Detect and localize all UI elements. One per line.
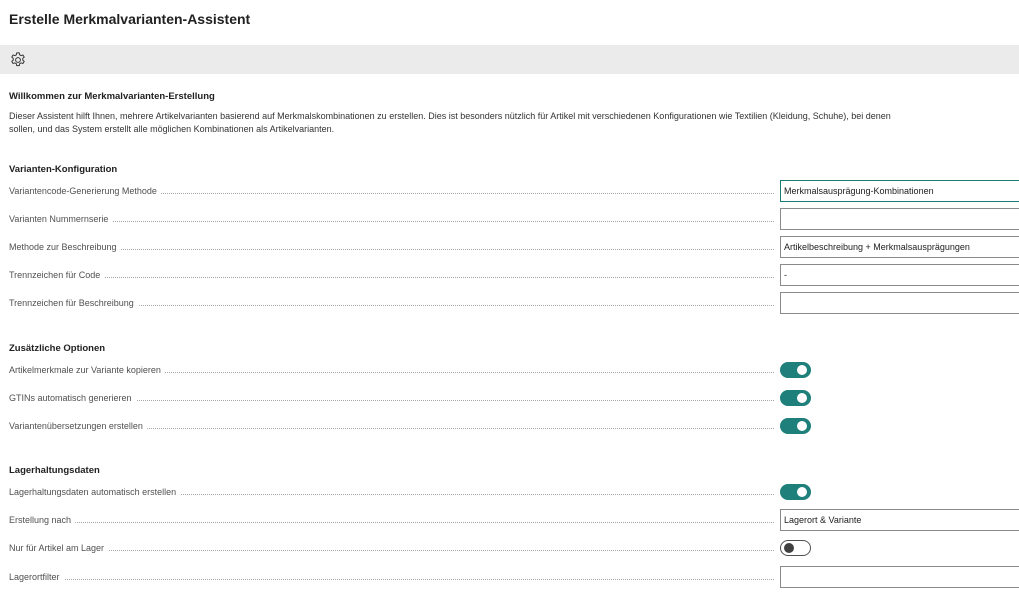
section-heading-varianten: Varianten-Konfiguration bbox=[9, 164, 118, 175]
page-title: Erstelle Merkmalvarianten-Assistent bbox=[9, 11, 251, 27]
copy-attributes-toggle[interactable] bbox=[780, 362, 811, 378]
toggle-label: Nur für Artikel am Lager bbox=[9, 537, 108, 559]
translations-toggle[interactable] bbox=[780, 418, 811, 434]
toggle-row-translations bbox=[9, 415, 1019, 437]
welcome-text-line: sollen, und das System erstellt alle möglichen Kombinationen als Artikelvarianten. bbox=[9, 124, 335, 134]
auto-stockkeeping-toggle[interactable] bbox=[780, 484, 811, 500]
field-label: Lagerortfilter bbox=[9, 566, 64, 588]
location-filter-field[interactable] bbox=[780, 566, 1019, 588]
number-series-field[interactable] bbox=[780, 208, 1019, 230]
field-row-location-filter bbox=[9, 566, 1019, 588]
field-row-code-method bbox=[9, 180, 1019, 202]
field-row-code-separator bbox=[9, 264, 1019, 286]
field-row-number-series bbox=[9, 208, 1019, 230]
toggle-row-copy-attributes bbox=[9, 359, 1019, 381]
field-label: Trennzeichen für Code bbox=[9, 264, 104, 286]
only-in-stock-toggle[interactable] bbox=[780, 540, 811, 556]
code-separator-field[interactable]: - bbox=[780, 264, 1019, 286]
section-heading-optionen: Zusätzliche Optionen bbox=[9, 343, 106, 354]
welcome-text-line: Dieser Assistent hilft Ihnen, mehrere Artikelvarianten basierend auf Merkmalskombinationen zu erstellen. Dies ist besonders nützlich für Artikel mit verschiedenen Konfigurationen wie Textilien (Kleidung, Schuhe), bei denen bbox=[9, 111, 891, 121]
toggle-row-generate-gtins bbox=[9, 387, 1019, 409]
toggle-knob bbox=[797, 487, 807, 497]
toggle-knob bbox=[797, 421, 807, 431]
field-label: Varianten Nummernserie bbox=[9, 208, 112, 230]
leader-dots bbox=[9, 277, 774, 278]
field-row-create-by bbox=[9, 509, 1019, 531]
toolbar bbox=[0, 45, 1019, 74]
gear-icon[interactable] bbox=[9, 51, 27, 69]
section-heading-lager: Lagerhaltungsdaten bbox=[9, 465, 100, 476]
toggle-row-only-in-stock bbox=[9, 537, 1019, 559]
description-separator-field[interactable] bbox=[780, 292, 1019, 314]
toggle-label: GTINs automatisch generieren bbox=[9, 387, 136, 409]
toggle-label: Variantenübersetzungen erstellen bbox=[9, 415, 147, 437]
generate-gtins-toggle[interactable] bbox=[780, 390, 811, 406]
toggle-row-auto-stockkeeping bbox=[9, 481, 1019, 503]
create-by-field[interactable]: Lagerort & Variante bbox=[780, 509, 1019, 531]
toggle-knob bbox=[797, 365, 807, 375]
field-label: Variantencode-Generierung Methode bbox=[9, 180, 161, 202]
toggle-knob bbox=[784, 543, 794, 553]
welcome-description bbox=[9, 110, 1019, 136]
leader-dots bbox=[9, 550, 774, 551]
toggle-knob bbox=[797, 393, 807, 403]
leader-dots bbox=[9, 249, 774, 250]
toggle-label: Lagerhaltungsdaten automatisch erstellen bbox=[9, 481, 180, 503]
field-label: Methode zur Beschreibung bbox=[9, 236, 121, 258]
code-method-field[interactable]: Merkmalsausprägung-Kombinationen bbox=[780, 180, 1019, 202]
field-row-description-method bbox=[9, 236, 1019, 258]
field-label: Erstellung nach bbox=[9, 509, 75, 531]
field-label: Trennzeichen für Beschreibung bbox=[9, 292, 138, 314]
leader-dots bbox=[9, 221, 774, 222]
description-method-field[interactable]: Artikelbeschreibung + Merkmalsausprägungen bbox=[780, 236, 1019, 258]
leader-dots bbox=[9, 522, 774, 523]
toggle-label: Artikelmerkmale zur Variante kopieren bbox=[9, 359, 165, 381]
welcome-heading: Willkommen zur Merkmalvarianten-Erstellung bbox=[9, 91, 215, 102]
leader-dots bbox=[9, 579, 774, 580]
field-row-description-separator bbox=[9, 292, 1019, 314]
